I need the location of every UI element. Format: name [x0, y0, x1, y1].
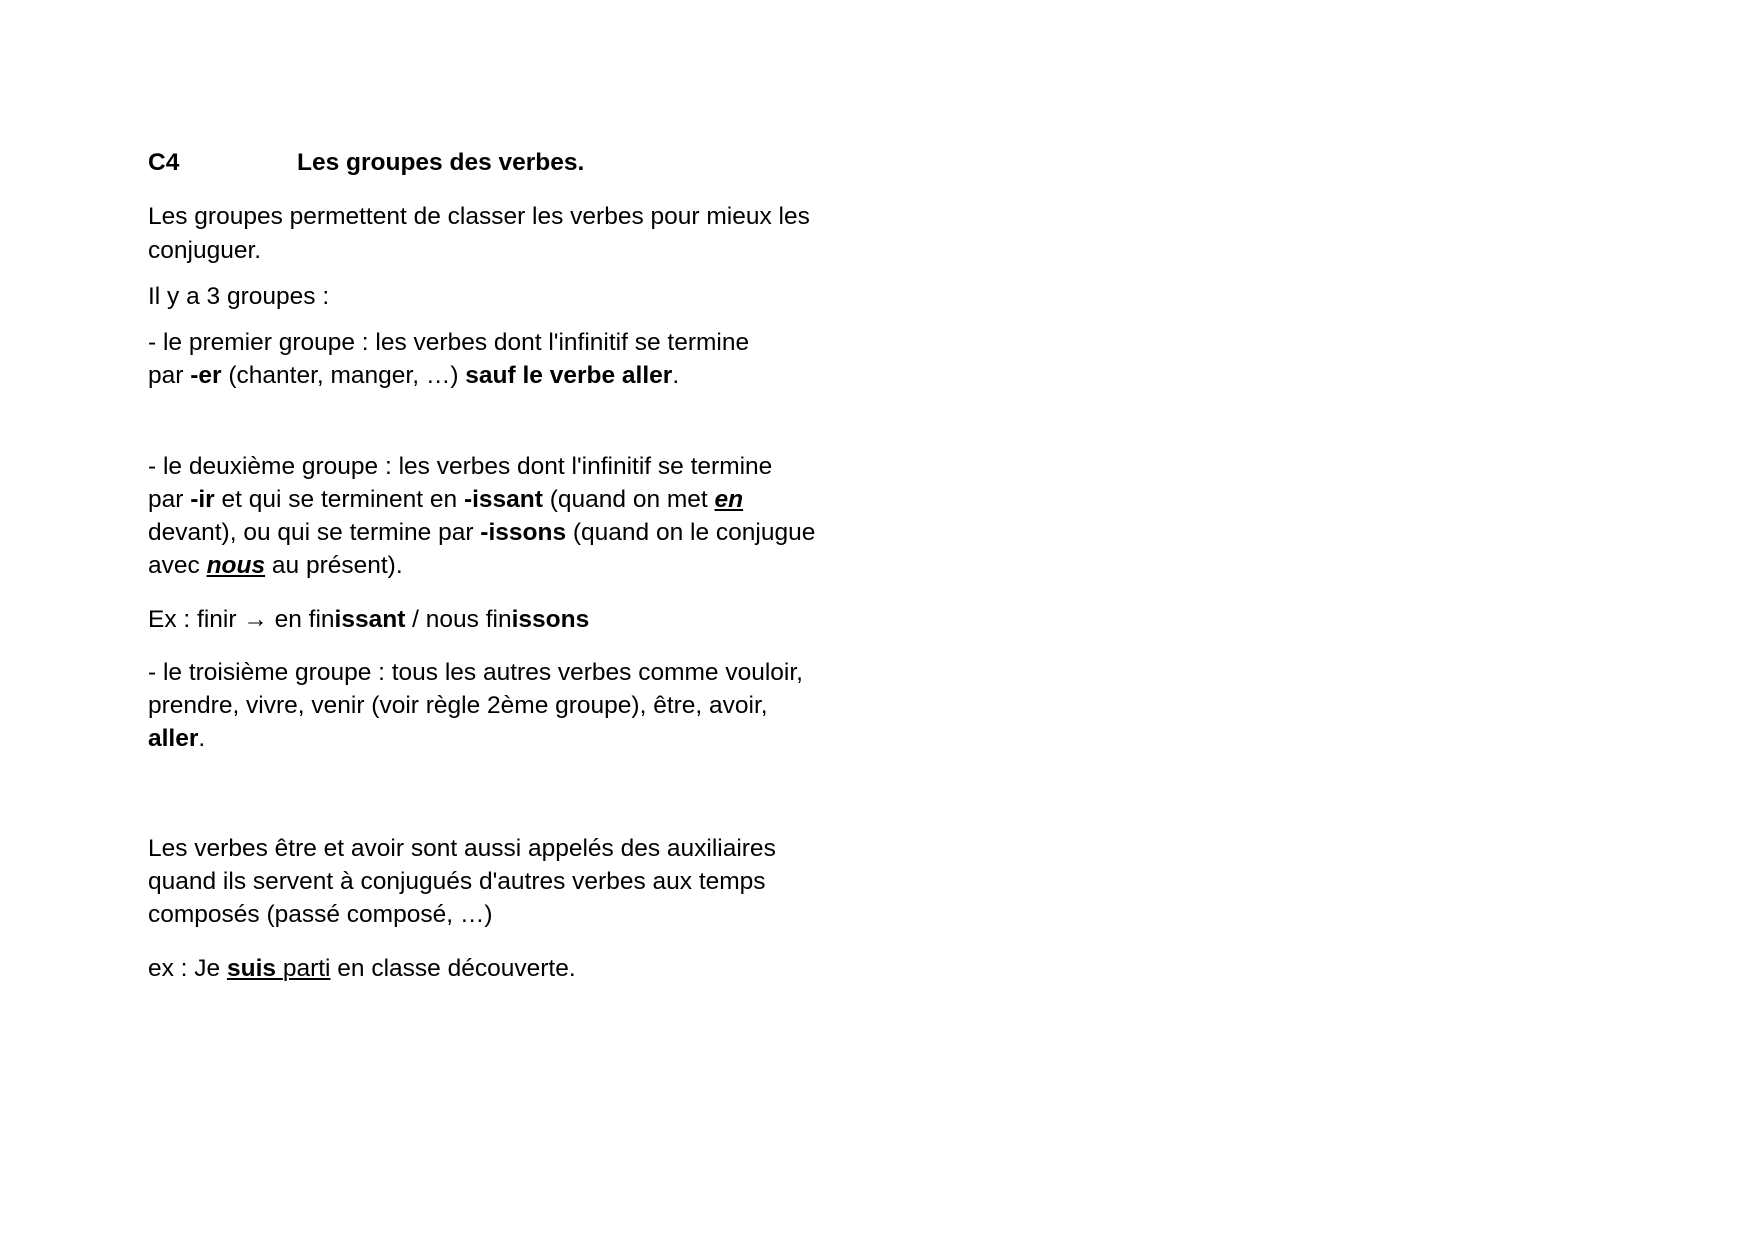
example-finir-prefix: Ex : finir → en fin [148, 606, 335, 633]
group1-line-1: - le premier groupe : les verbes dont l'infinitif se termine [148, 329, 750, 356]
group2-line-3 [148, 518, 815, 548]
lesson-code: C4 [148, 149, 180, 176]
group2-line-4 [148, 551, 403, 581]
group2-l3-end: (quand on le conjugue [566, 519, 816, 546]
example-aux-parti: parti [282, 955, 331, 982]
group2-en: en [714, 486, 744, 513]
group2-line-1: - le deuxième groupe : les verbes dont l'infinitif se termine [148, 453, 773, 480]
group3-end: . [198, 725, 206, 752]
group1-par: par [148, 362, 191, 389]
example-finir [148, 605, 589, 635]
group3-line-1: - le troisième groupe : tous les autres verbes comme vouloir, [148, 659, 803, 686]
group3-line-2: prendre, vivre, venir (voir règle 2ème groupe), être, avoir, [148, 692, 768, 719]
auxiliaries-line-3: composés (passé composé, …) [148, 901, 493, 928]
group2-issant: -issant [463, 486, 543, 513]
example-aux-space [276, 955, 283, 982]
auxiliaries-line-2: quand ils servent à conjugués d'autres verbes aux temps [148, 868, 766, 895]
example-aux-suffix: en classe découverte. [330, 955, 576, 982]
example-auxiliary [148, 954, 576, 984]
group2-avec: avec [148, 552, 207, 579]
auxiliaries-line-1: Les verbes être et avoir sont aussi appelés des auxiliaires [148, 835, 776, 862]
group2-mid: et qui se terminent en [214, 486, 464, 513]
group2-l3-start: devant), ou qui se termine par [148, 519, 481, 546]
intro-line-2: conjuguer. [148, 237, 262, 264]
group1-line-2 [148, 361, 679, 391]
group2-nous: nous [206, 552, 266, 579]
example-aux-suis: suis [226, 955, 277, 982]
group1-ending: -er [190, 362, 222, 389]
group3-line-3 [148, 724, 205, 754]
group2-issons: -issons [480, 519, 567, 546]
group2-ir: -ir [190, 486, 215, 513]
group1-end: . [672, 362, 680, 389]
groups-count: Il y a 3 groupes : [148, 283, 330, 310]
group1-exception: sauf le verbe aller [465, 362, 673, 389]
lesson-title: Les groupes des verbes. [297, 149, 585, 176]
intro-line-1: Les groupes permettent de classer les verbes pour mieux les [148, 203, 810, 230]
group2-par: par [148, 486, 191, 513]
group3-aller: aller [148, 725, 199, 752]
group2-l4-end: au présent). [265, 552, 403, 579]
example-aux-prefix: ex : Je [148, 955, 227, 982]
group1-examples: (chanter, manger, …) [221, 362, 466, 389]
example-finir-issons: issons [511, 606, 590, 633]
example-finir-issant: issant [334, 606, 406, 633]
group2-paren: (quand on met [542, 486, 715, 513]
example-finir-middle: / nous fin [405, 606, 512, 633]
group2-line-2 [148, 485, 743, 515]
